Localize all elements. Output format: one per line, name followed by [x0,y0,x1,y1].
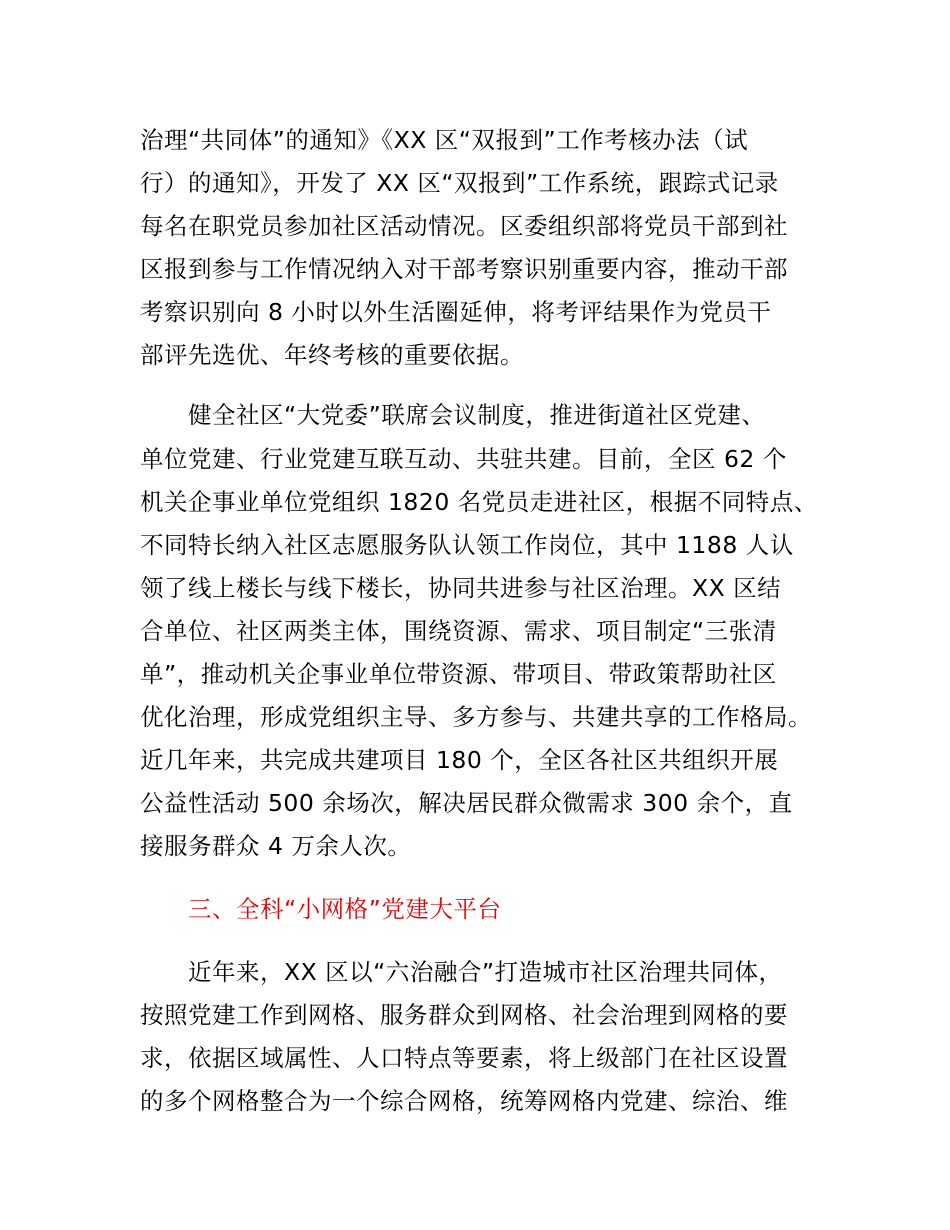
text-line: 单”，推动机关企事业单位带资源、带项目、带政策帮助社区 [140,660,777,688]
text-line: 考察识别向 8 小时以外生活圈延伸，将考评结果作为党员干 [140,298,772,326]
text-line: 不同特长纳入社区志愿服务队认领工作岗位，其中 1188 人认 [140,531,794,559]
text-line: 优化治理，形成党组织主导、多方参与、共建共享的工作格局。 [140,703,812,731]
text-line: 部评先选优、年终考核的重要依据。 [140,341,524,369]
text-line: 近几年来，共完成共建项目 180 个，全区各社区共组织开展 [140,746,779,774]
text-line: 每名在职党员参加社区活动情况。区委组织部将党员干部到社 [140,212,788,240]
text-line: 的多个网格整合为一个综合网格，统筹网格内党建、综治、维 [140,1087,788,1115]
text-line: 领了线上楼长与线下楼长，协同共进参与社区治理。XX 区结 [140,574,782,602]
text-line: 求，依据区域属性、人口特点等要素，将上级部门在社区设置 [140,1044,788,1072]
text-line: 合单位、社区两类主体，围绕资源、需求、项目制定“三张清 [140,617,777,645]
text-line: 机关企事业单位党组织 1820 名党员走进社区，根据不同特点、 [140,488,818,516]
text-line: 治理“共同体”的通知》《XX 区“双报到”工作考核办法（试 [140,126,749,154]
text-line: 按照党建工作到网格、服务群众到网格、社会治理到网格的要 [140,1001,788,1029]
text-line: 健全社区“大党委”联席会议制度，推进街道社区党建、 [188,401,766,429]
text-line: 接服务群众 4 万余人次。 [140,832,412,860]
text-line: 公益性活动 500 余场次，解决居民群众微需求 300 余个，直 [140,789,793,817]
text-line: 近年来，XX 区以“六治融合”打造城市社区治理共同体， [188,958,783,986]
text-line: 区报到参与工作情况纳入对干部考察识别重要内容，推动干部 [140,255,788,283]
section-heading: 三、全科“小网格”党建大平台 [188,895,502,923]
text-line: 单位党建、行业党建互联互动、共驻共建。目前，全区 62 个 [140,445,787,473]
text-line: 行）的通知》，开发了 XX 区“双报到”工作系统，跟踪式记录 [140,169,779,197]
